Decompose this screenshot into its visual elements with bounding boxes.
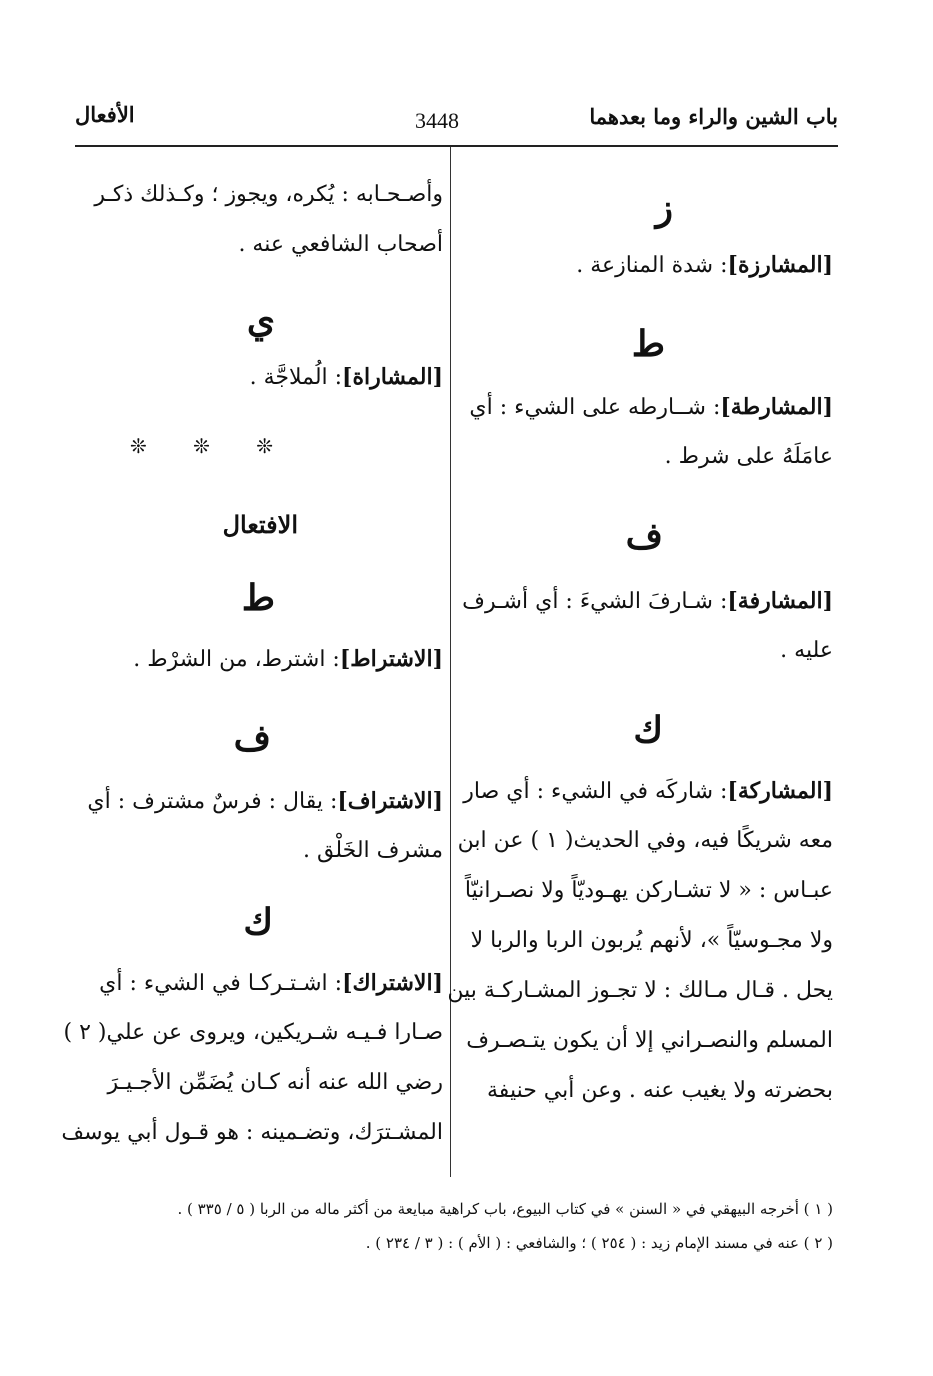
entry-line: المشـترَك، وتضـمينه : هو قـول أبي يوسف <box>61 1120 443 1145</box>
letter-heading: ط <box>241 577 275 619</box>
entry-line <box>462 590 833 613</box>
entry-definition: : شـارفَ الشيءَ : أي أشـرف <box>462 589 728 614</box>
chapter-title: باب الشين والراء وما بعدهما <box>589 104 838 129</box>
entry-line <box>99 972 443 995</box>
column-divider <box>450 147 451 1177</box>
entry-headword: [المشاراة] <box>342 364 443 390</box>
entry-headword: [المشاركة] <box>727 778 833 804</box>
entry-definition: : شاركَه في الشيء : أي صار <box>463 779 728 804</box>
entry-line <box>87 790 443 813</box>
letter-heading: ك <box>243 901 273 943</box>
entry-line: مشرف الخَلْق . <box>303 838 443 863</box>
entry-line <box>576 254 833 277</box>
letter-heading: ي <box>246 299 275 341</box>
entry-line <box>250 366 443 389</box>
letter-heading: ط <box>631 323 665 365</box>
footnote: ( ٢ ) عنه في مسند الإمام زيد : ( ٢٥٤ ) ؛ والشافعي : ( الأم ) : ( ٣ / ٢٣٤ ) . <box>365 1234 833 1252</box>
entry-definition: : اشترط، من الشرْط . <box>133 647 340 672</box>
entry-line: أصحاب الشافعي عنه . <box>238 232 443 257</box>
page-header <box>75 98 838 138</box>
entry-line: عبـاس : « لا تشـاركن يهـوديّاً ولا نصـرانيّاً <box>464 878 833 903</box>
right-column <box>447 150 833 1150</box>
page-number: 3448 <box>415 108 459 133</box>
entry-line: عامَلَهُ على شرط . <box>664 444 833 469</box>
entry-line: وأصـحـابه : يُكره، ويجوز ؛ وكـذلك ذكـر <box>94 182 443 207</box>
entry-line: صـارا فـيـه شـريكين، ويروى عن علي( ٢ ) <box>63 1020 443 1045</box>
section-heading: الافتعال <box>222 510 298 539</box>
entry-headword: [الاشتراط] <box>339 646 443 672</box>
entry-headword: [المشارزة] <box>727 252 833 278</box>
entry-line: رضي الله عنه أنه كـان يُضَمِّن الأجـيـرَ <box>107 1070 443 1095</box>
entry-line: معه شريكًا فيه، وفي الحديث( ١ ) عن ابن <box>457 828 833 853</box>
entry-line: ولا مجـوسيّاً »، لأنهم يُربون الربا والربا لا <box>470 928 833 953</box>
entry-line <box>133 648 443 671</box>
entry-headword: [الاشتراك] <box>342 970 443 996</box>
entry-definition: : الُملاجَّة . <box>249 365 343 390</box>
entry-line: عليه . <box>780 638 833 663</box>
entry-definition: : يقال : فرسٌ مشترف : أي <box>87 789 338 814</box>
letter-heading: ز <box>655 187 673 229</box>
left-column <box>61 150 443 1150</box>
entry-line: المسلم والنصـراني إلا أن يكون يتـصـرف <box>466 1028 833 1053</box>
entry-definition: : شدة المنازعة . <box>576 253 728 278</box>
footnote: ( ١ ) أخرجه البيهقي في « السنن » في كتاب البيوع، باب كراهية مبايعة من أكثر ماله من الربا ( ٥ / ٣٣٥ ) . <box>177 1200 833 1218</box>
letter-heading: ف <box>625 515 663 557</box>
entry-line: يحل . قـال مـالك : لا تجـوز المشـاركـة بين <box>447 978 833 1003</box>
entry-line <box>463 780 833 803</box>
section-separator-stars: ❊ ❊ ❊ <box>130 434 293 458</box>
section-title: الأفعال <box>75 102 135 127</box>
header-rule <box>75 145 838 147</box>
letter-heading: ف <box>233 717 271 759</box>
entry-headword: [الاشتراف] <box>337 788 443 814</box>
entry-headword: [المشارطة] <box>720 394 833 420</box>
entry-line: بحضرته ولا يغيب عنه . وعن أبي حنيفة <box>487 1078 833 1103</box>
entry-line <box>469 396 833 419</box>
entry-definition: : اشـتـركـا في الشيء : أي <box>99 971 343 996</box>
entry-headword: [المشارفة] <box>727 588 833 614</box>
letter-heading: ك <box>633 709 663 751</box>
entry-definition: : شــارطه على الشيء : أي <box>469 395 721 420</box>
